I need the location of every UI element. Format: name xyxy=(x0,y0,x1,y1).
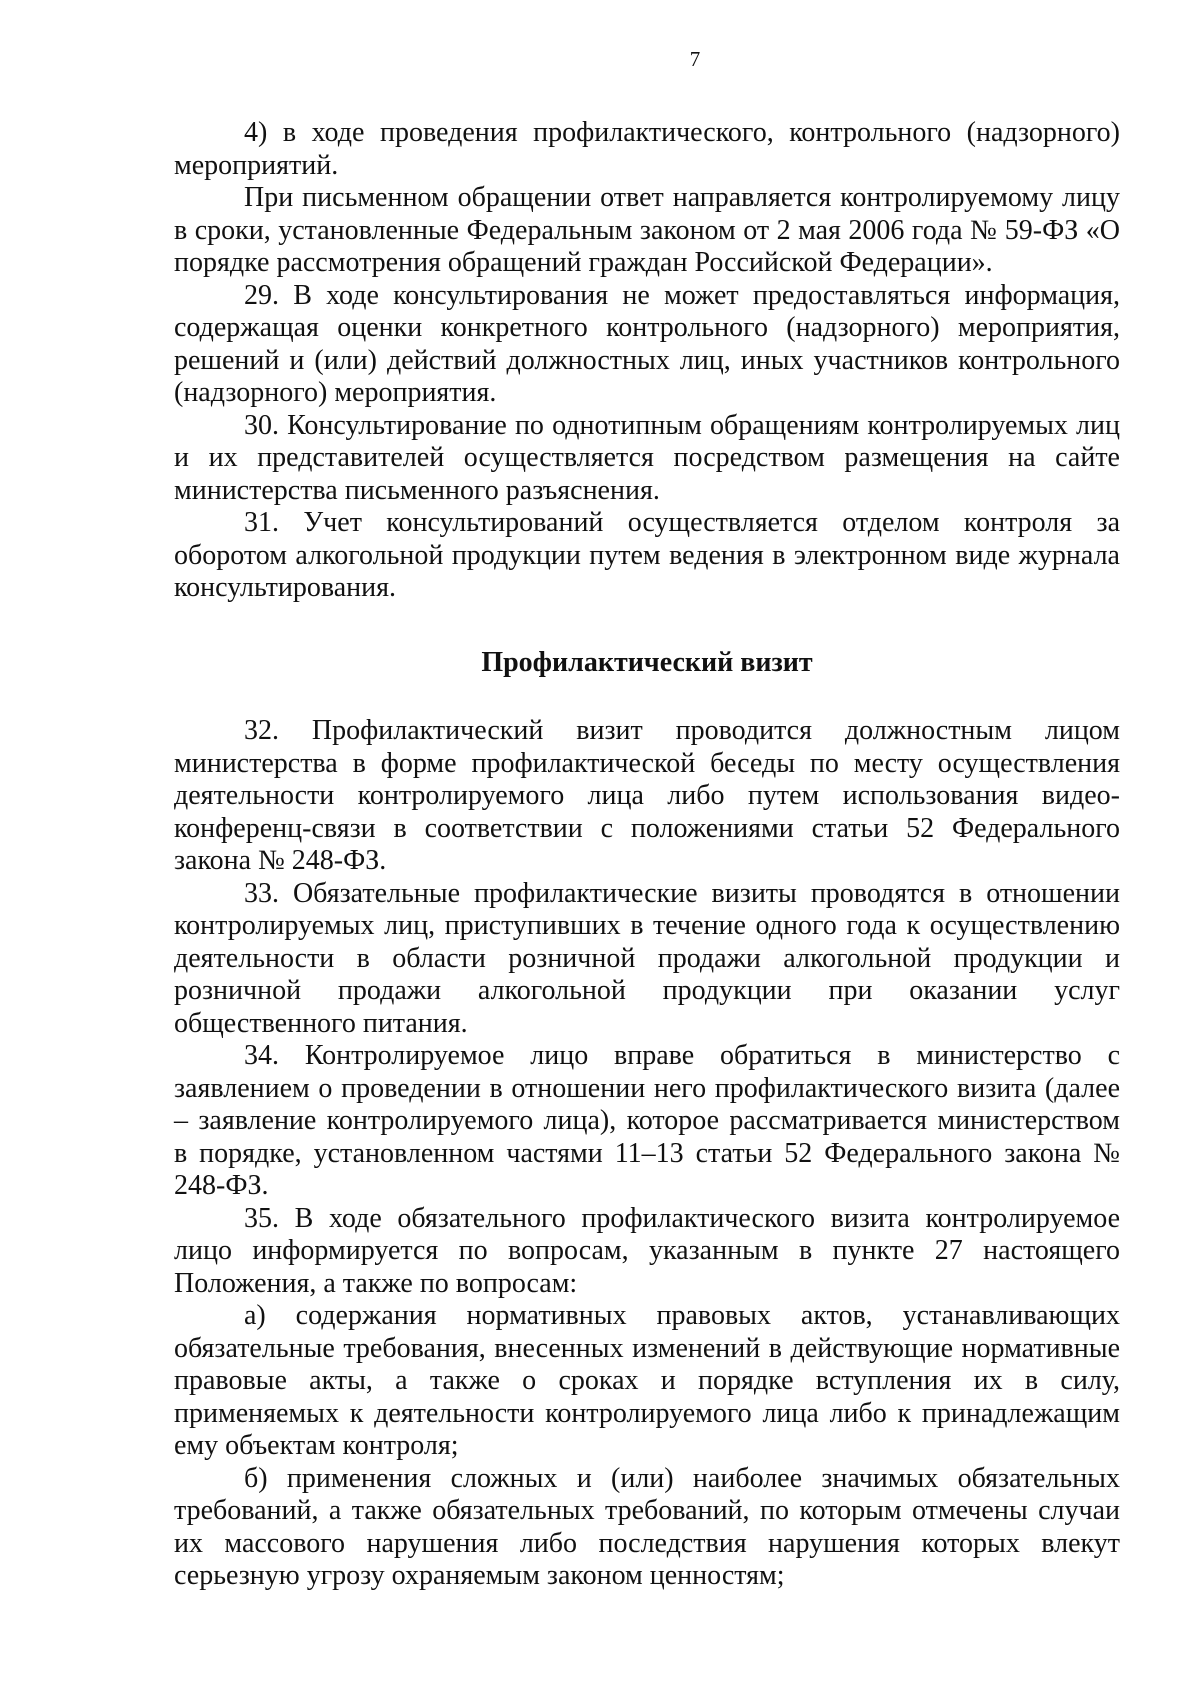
paragraph-30: 30. Консультирование по однотипным обращениям контролируемых лиц и их представителей осуществляется посредством размещения на сайте министерства письменного разъяснения. xyxy=(174,409,1120,506)
paragraph-29: 29. В ходе консультирования не может предоставляться информация, содержащая оценки конкретного контрольного (надзорного) мероприятия, решений и (или) действий должностных лиц, иных участников контрольного (надзорного) мероприятия. xyxy=(174,279,1120,408)
paragraph-32: 32. Профилактический визит проводится должностным лицом министерства в форме профилактической беседы по месту осуществления деятельности контролируемого лица либо путем использования видео-конференц-связи в соответствии с положениями статьи 52 Федерального закона № 248-ФЗ. xyxy=(174,715,1120,876)
paragraph-written-request: При письменном обращении ответ направляется контролируемому лицу в сроки, установленные Федеральным законом от 2 мая 2006 года № 59-ФЗ «О порядке рассмотрения обращений граждан Российской Федерации». xyxy=(174,182,1120,278)
paragraph-35-b: б) применения сложных и (или) наиболее значимых обязательных требований, а также обязательных требований, по которым отмечены случаи их массового нарушения либо последствия нарушения которых влекут серьезную угрозу охраняемым законом ценностям; xyxy=(174,1462,1120,1591)
paragraph-34: 34. Контролируемое лицо вправе обратиться в министерство с заявлением о проведении в отношении него профилактического визита (далее – заявление контролируемого лица), которое рассматривается министерством в порядке, установленном частями 11–13 статьи 52 Федерального закона № 248-ФЗ. xyxy=(174,1040,1120,1201)
section-heading: Профилактический визит xyxy=(481,646,813,678)
paragraph-35-a: а) содержания нормативных правовых актов, устанавливающих обязательные требования, внесенных изменений в действующие нормативные правовые акты, а также о сроках и порядке вступления их в силу, применяемых к деятельности контролируемого лица либо к принадлежащим ему объектам контроля; xyxy=(174,1300,1120,1461)
paragraph-31: 31. Учет консультирований осуществляется отделом контроля за оборотом алкогольной продукции путем ведения в электронном виде журнала консультирования. xyxy=(174,507,1120,603)
paragraph-35: 35. В ходе обязательного профилактического визита контролируемое лицо информируется по вопросам, указанным в пункте 27 настоящего Положения, а также по вопросам: xyxy=(174,1202,1120,1299)
document-body xyxy=(174,117,1120,1593)
paragraph-item-4: 4) в ходе проведения профилактического, контрольного (надзорного) мероприятий. xyxy=(174,117,1120,181)
page-number: 7 xyxy=(689,47,701,71)
paragraph-33: 33. Обязательные профилактические визиты проводятся в отношении контролируемых лиц, приступивших в течение одного года к осуществлению деятельности в области розничной продажи алкогольной продукции и розничной продажи алкогольной продукции при оказании услуг общественного питания. xyxy=(174,877,1120,1039)
